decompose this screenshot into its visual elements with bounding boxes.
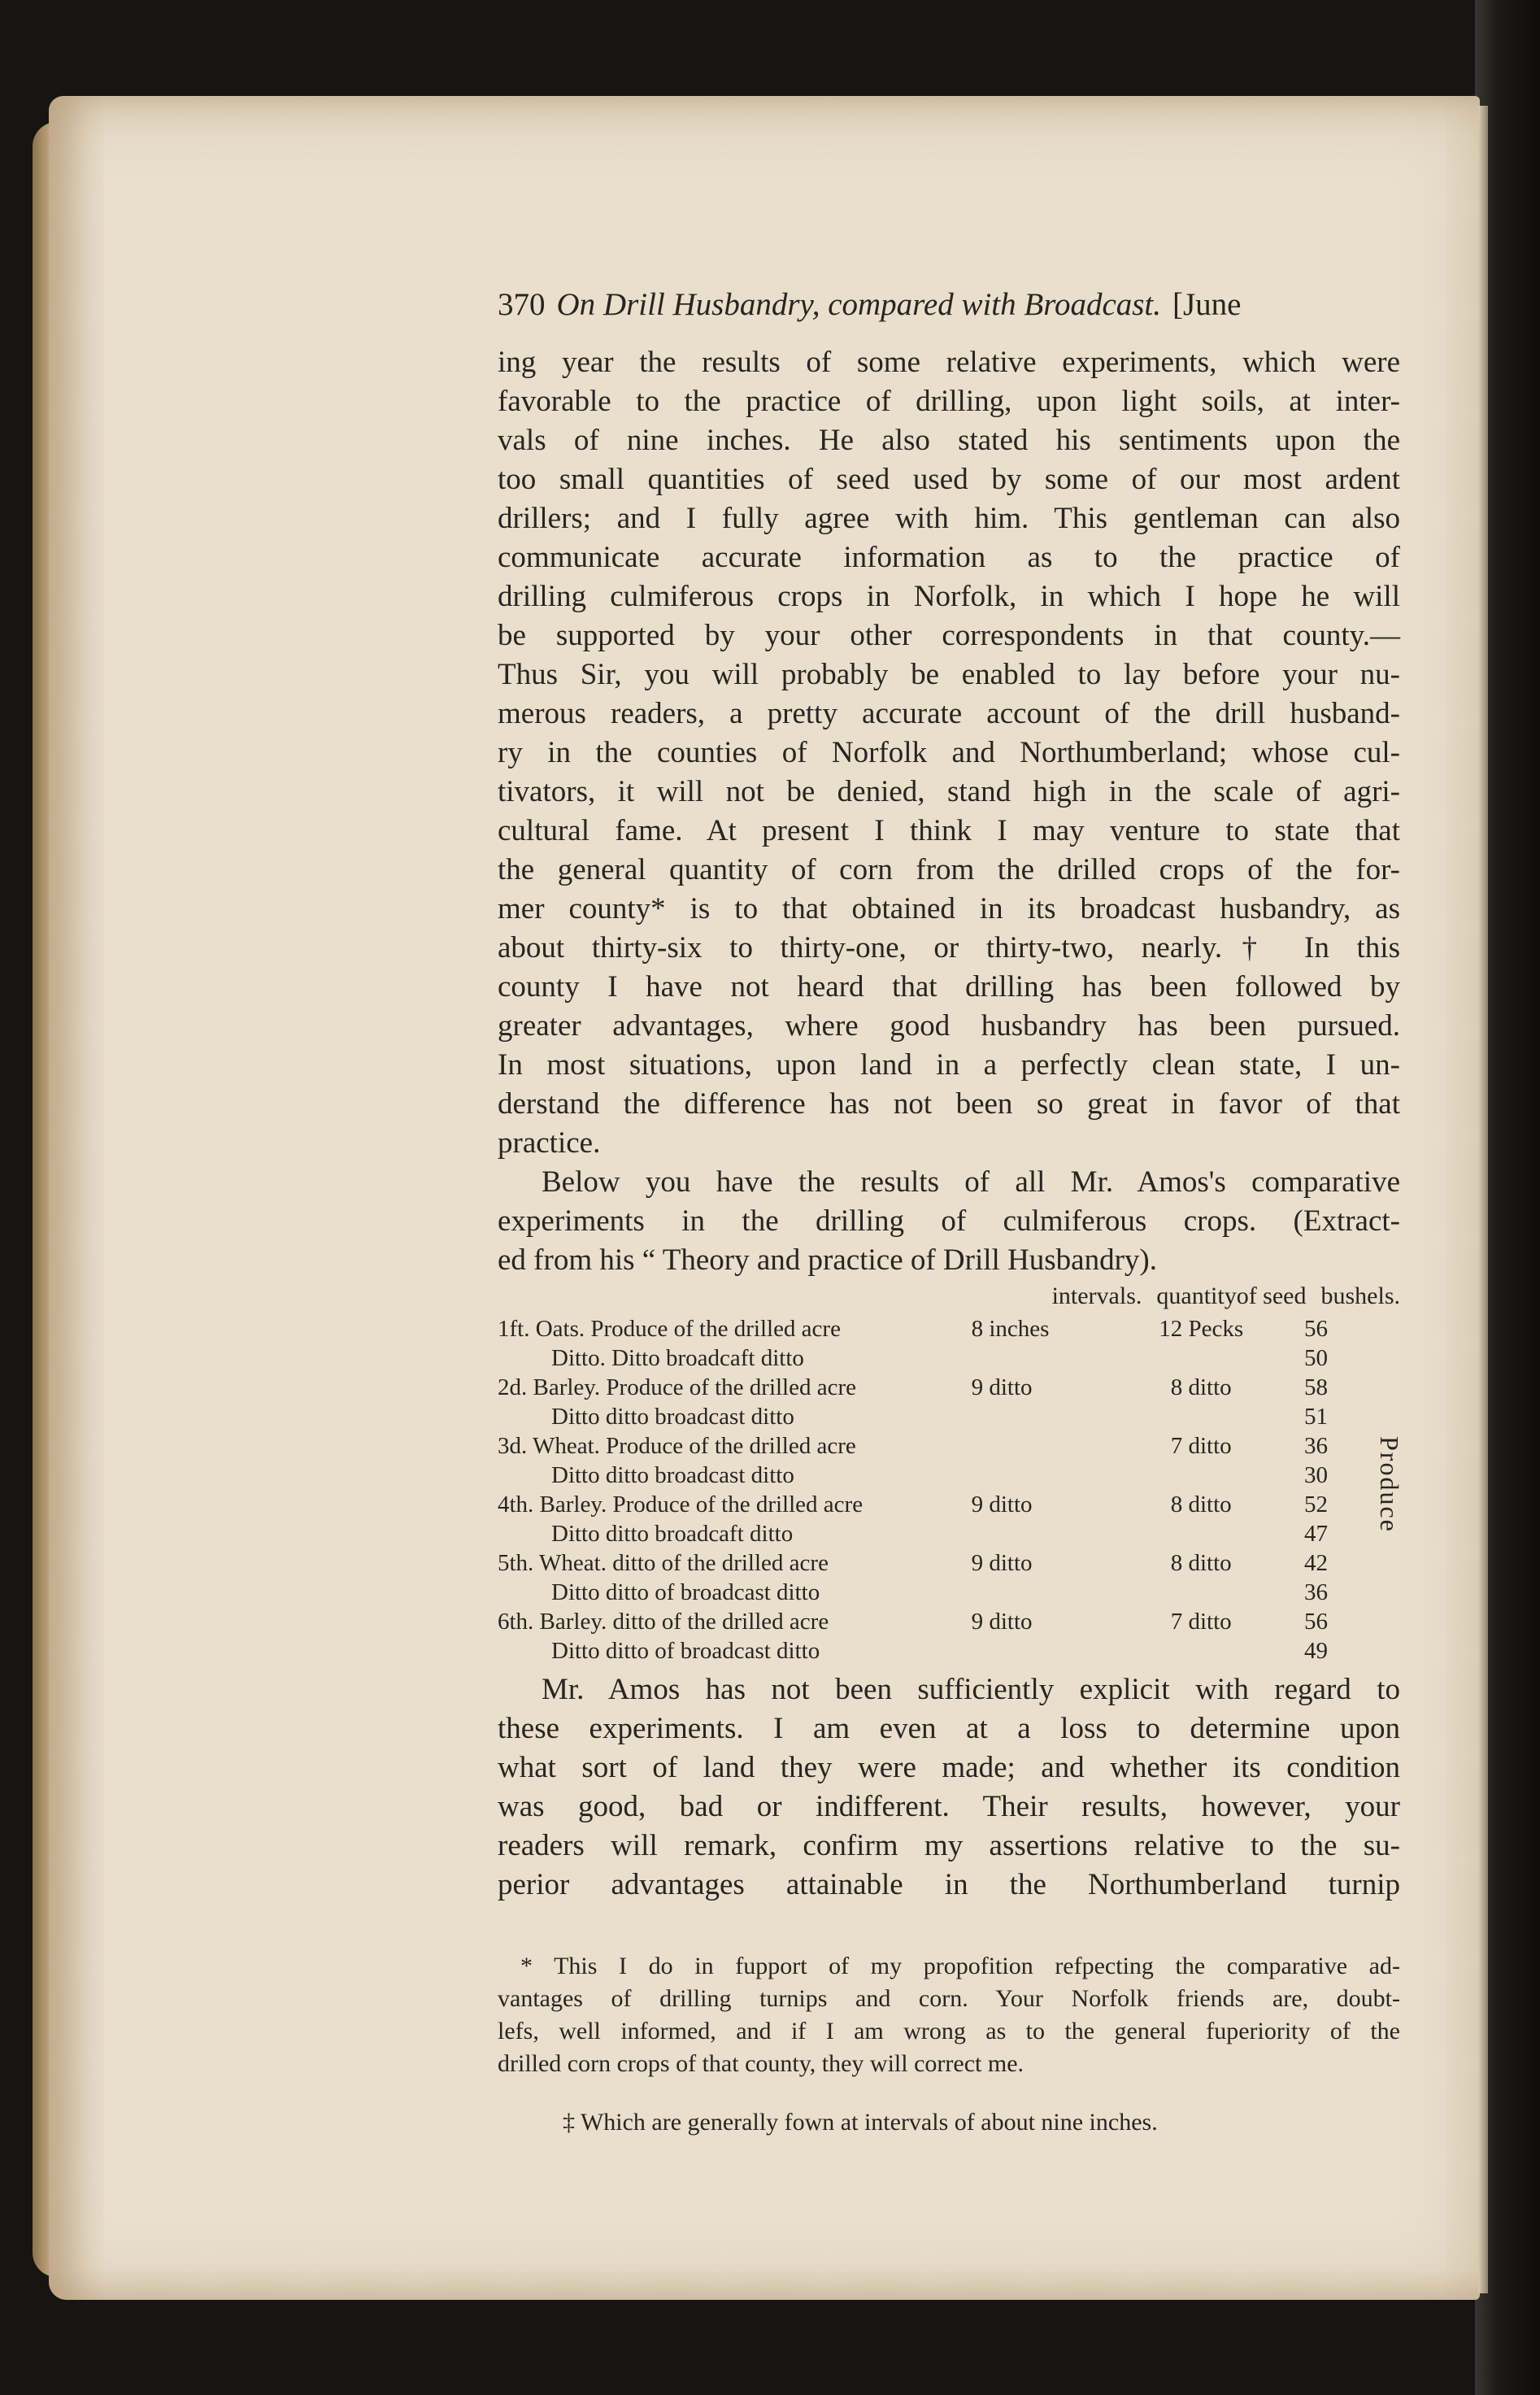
table-row xyxy=(498,1314,1351,1343)
text-line: county I have not heard that drilling has been followed by xyxy=(498,970,1400,1004)
header-bushels: bushels. xyxy=(1320,1282,1400,1309)
row-interval: 9 ditto xyxy=(971,1609,1033,1635)
experiments-table xyxy=(498,1314,1351,1666)
row-bushels: 56 xyxy=(1304,1316,1328,1342)
paragraph-3 xyxy=(498,1670,1400,1905)
text-line: what sort of land they were made; and whether its condition xyxy=(498,1751,1400,1784)
table-row xyxy=(498,1461,1351,1490)
row-interval xyxy=(972,1636,1122,1666)
text-line: drillers; and I fully agree with him. This gentleman can also xyxy=(498,502,1400,535)
row-bushels: 56 xyxy=(1304,1609,1328,1635)
table-header xyxy=(498,1282,1400,1311)
text-line: derstand the difference has not been so great in favor of that xyxy=(498,1087,1400,1121)
row-bushels: 30 xyxy=(1304,1462,1328,1488)
row-interval xyxy=(972,1402,1122,1431)
row-bushels: 36 xyxy=(1304,1579,1328,1605)
row-quantity: 7 ditto xyxy=(1170,1609,1232,1635)
row-label: Ditto ditto broadcast ditto xyxy=(551,1462,794,1488)
row-quantity xyxy=(1121,1461,1281,1490)
row-quantity: 8 ditto xyxy=(1170,1550,1232,1576)
text-line: ed from his “ Theory and practice of Drill Husbandry). xyxy=(498,1243,1158,1277)
row-interval xyxy=(972,1343,1122,1373)
row-interval: 9 ditto xyxy=(971,1374,1033,1400)
page-content xyxy=(498,285,1404,2139)
text-line: favorable to the practice of drilling, upon light soils, at inter- xyxy=(498,385,1400,418)
text-line: Below you have the results of all Mr. Amos's comparative xyxy=(542,1165,1400,1199)
text-line: cultural fame. At present I think I may venture to state that xyxy=(498,814,1400,847)
table-row xyxy=(498,1490,1351,1519)
row-label: 5th. Wheat. ditto of the drilled acre xyxy=(498,1550,829,1576)
header-intervals: intervals. xyxy=(1051,1282,1142,1309)
right-page-edge xyxy=(1478,106,1488,2293)
row-quantity xyxy=(1121,1519,1281,1548)
row-interval: 8 inches xyxy=(971,1316,1050,1342)
table-row xyxy=(498,1402,1351,1431)
row-bushels: 50 xyxy=(1304,1345,1328,1371)
row-quantity xyxy=(1121,1343,1281,1373)
table-wrap xyxy=(498,1314,1404,1666)
row-quantity xyxy=(1121,1578,1281,1607)
text-line: these experiments. I am even at a loss to determine upon xyxy=(498,1712,1400,1745)
row-bushels: 58 xyxy=(1304,1374,1328,1400)
row-interval: 9 ditto xyxy=(971,1491,1033,1518)
text-line: Mr. Amos has not been sufficiently explicit with regard to xyxy=(542,1673,1400,1706)
row-interval xyxy=(972,1578,1122,1607)
table-row xyxy=(498,1578,1351,1607)
running-month: [June xyxy=(1172,287,1242,322)
text-line: drilling culmiferous crops in Norfolk, in which I hope he will xyxy=(498,580,1400,613)
text-line: tivators, it will not be denied, stand high in the scale of agri- xyxy=(498,775,1400,808)
row-bushels: 36 xyxy=(1304,1433,1328,1459)
table-row xyxy=(498,1431,1351,1461)
row-label: 6th. Barley. ditto of the drilled acre xyxy=(498,1609,829,1635)
text-line: experiments in the drilling of culmiferous crops. (Extract- xyxy=(498,1204,1400,1238)
row-quantity: 8 ditto xyxy=(1170,1374,1232,1400)
footnote-line: * This I do in fupport of my propofition refpecting the comparative ad- xyxy=(520,1953,1400,1979)
row-bushels: 49 xyxy=(1304,1638,1328,1664)
row-bushels: 47 xyxy=(1304,1521,1328,1547)
table-row xyxy=(498,1607,1351,1636)
row-label: Ditto ditto of broadcast ditto xyxy=(551,1638,820,1664)
row-label: Ditto ditto of broadcast ditto xyxy=(551,1579,820,1605)
row-interval xyxy=(972,1461,1122,1490)
text-line: ry in the counties of Norfolk and Northumberland; whose cul- xyxy=(498,736,1400,769)
row-quantity xyxy=(1121,1402,1281,1431)
footnote-line: lefs, well informed, and if I am wrong as to the general fuperiority of the xyxy=(498,2018,1400,2044)
text-line: readers will remark, confirm my assertions relative to the su- xyxy=(498,1829,1400,1862)
row-label: Ditto ditto broadcast ditto xyxy=(551,1404,794,1430)
produce-side-label: Produce xyxy=(1375,1436,1404,1533)
running-title: On Drill Husbandry, compared with Broadcast. xyxy=(556,287,1162,322)
text-line: communicate accurate information as to the practice of xyxy=(498,541,1400,574)
row-label: 4th. Barley. Produce of the drilled acre xyxy=(498,1491,864,1518)
paragraph-2 xyxy=(498,1163,1400,1280)
text-line: the general quantity of corn from the drilled crops of the for- xyxy=(498,853,1400,886)
row-interval: 9 ditto xyxy=(971,1550,1033,1576)
table-row xyxy=(498,1519,1351,1548)
text-line: Thus Sir, you will probably be enabled to lay before your nu- xyxy=(498,658,1400,691)
footnote-2: ‡ Which are generally fown at intervals of about nine inches. xyxy=(563,2109,1158,2136)
row-label: 3d. Wheat. Produce of the drilled acre xyxy=(498,1433,856,1459)
row-interval xyxy=(972,1431,1122,1461)
page-number: 370 xyxy=(498,287,546,322)
table-row xyxy=(498,1343,1351,1373)
table-row xyxy=(498,1636,1351,1666)
row-quantity: 12 Pecks xyxy=(1159,1316,1244,1342)
row-quantity: 7 ditto xyxy=(1170,1433,1232,1459)
header-quantity: quantityof seed xyxy=(1156,1282,1307,1309)
row-label: Ditto. Ditto broadcaft ditto xyxy=(551,1345,804,1371)
row-label: 1ft. Oats. Produce of the drilled acre xyxy=(498,1316,841,1342)
text-line: mer county* is to that obtained in its broadcast husbandry, as xyxy=(498,892,1400,925)
row-bushels: 52 xyxy=(1304,1491,1328,1518)
row-bushels: 51 xyxy=(1304,1404,1328,1430)
text-line: vals of nine inches. He also stated his sentiments upon the xyxy=(498,424,1400,457)
text-line: In most situations, upon land in a perfectly clean state, I un- xyxy=(498,1048,1400,1082)
footnote-line: vantages of drilling turnips and corn. Your Norfolk friends are, doubt- xyxy=(498,1985,1400,2012)
row-label: Ditto ditto broadcaft ditto xyxy=(551,1521,794,1547)
running-head xyxy=(498,285,1400,325)
table-row xyxy=(498,1373,1351,1402)
row-quantity: 8 ditto xyxy=(1170,1491,1232,1518)
row-quantity xyxy=(1121,1636,1281,1666)
text-line: be supported by your other correspondents in that county.— xyxy=(498,619,1400,652)
text-line: about thirty-six to thirty-one, or thirty-two, nearly.† In this xyxy=(498,931,1400,965)
text-line: ing year the results of some relative experiments, which were xyxy=(498,346,1400,379)
table-row xyxy=(498,1548,1351,1578)
footnotes xyxy=(498,1950,1400,2139)
row-label: 2d. Barley. Produce of the drilled acre xyxy=(498,1374,857,1400)
text-line: practice. xyxy=(498,1126,601,1160)
paragraph-1 xyxy=(498,343,1400,1163)
row-bushels: 42 xyxy=(1304,1550,1328,1576)
row-interval xyxy=(972,1519,1122,1548)
text-line: perior advantages attainable in the Northumberland turnip xyxy=(498,1868,1400,1901)
text-line: was good, bad or indifferent. Their results, however, your xyxy=(498,1790,1400,1823)
text-line: too small quantities of seed used by some of our most ardent xyxy=(498,463,1400,496)
footnote-line: drilled corn crops of that county, they will correct me. xyxy=(498,2050,1024,2077)
text-line: greater advantages, where good husbandry has been pursued. xyxy=(498,1009,1400,1043)
text-line: merous readers, a pretty accurate account of the drill husband- xyxy=(498,697,1400,730)
